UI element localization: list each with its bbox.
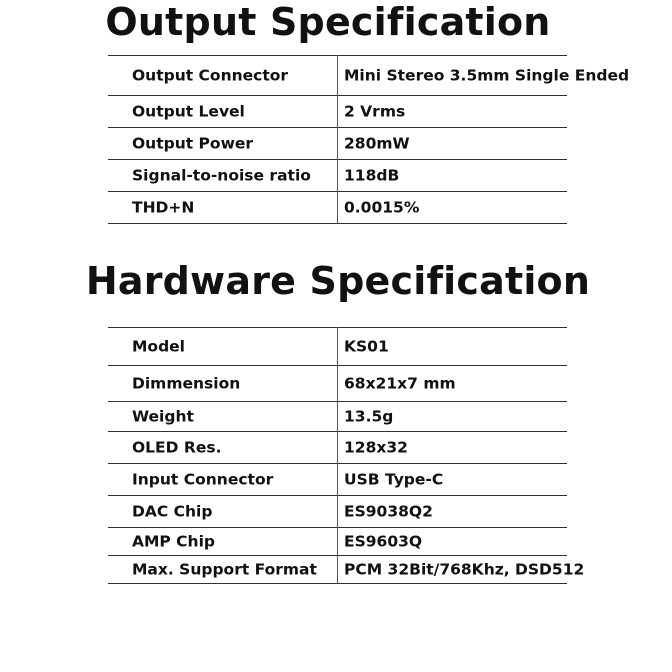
spec-label: Weight (132, 407, 194, 426)
column-divider (337, 55, 338, 223)
spec-label: Output Connector (132, 66, 289, 85)
spec-value: 0.0015% (344, 198, 420, 217)
spec-value: ES9038Q2 (344, 502, 433, 521)
table-divider (108, 223, 567, 224)
spec-value: 128x32 (344, 438, 408, 457)
spec-value: PCM 32Bit/768Khz, DSD512 (344, 560, 585, 579)
output-specification-table (108, 55, 630, 223)
column-divider (337, 327, 338, 583)
output-specification-title: Output Specification (105, 0, 551, 44)
spec-value: 68x21x7 mm (344, 374, 456, 393)
spec-label: THD+N (132, 198, 195, 217)
spec-label: Model (132, 337, 185, 356)
spec-label: Dimmension (132, 374, 241, 393)
spec-value: 280mW (344, 134, 410, 153)
spec-value: 13.5g (344, 407, 394, 426)
spec-label: Signal-to-noise ratio (132, 166, 311, 185)
spec-value: KS01 (344, 337, 389, 356)
hardware-specification-title: Hardware Specification (85, 259, 591, 303)
spec-label: Output Level (132, 102, 245, 121)
hardware-specification-table (108, 327, 585, 583)
spec-value: 2 Vrms (344, 102, 406, 121)
table-divider (108, 583, 567, 584)
spec-label: DAC Chip (132, 502, 213, 521)
spec-value: Mini Stereo 3.5mm Single Ended (344, 66, 630, 85)
spec-value: ES9603Q (344, 532, 423, 551)
spec-value: USB Type-C (344, 470, 444, 489)
spec-label: Input Connector (132, 470, 274, 489)
spec-label: Output Power (132, 134, 254, 153)
spec-label: AMP Chip (132, 532, 215, 551)
spec-label: Max. Support Format (132, 560, 317, 579)
spec-value: 118dB (344, 166, 400, 185)
spec-label: OLED Res. (132, 438, 222, 457)
